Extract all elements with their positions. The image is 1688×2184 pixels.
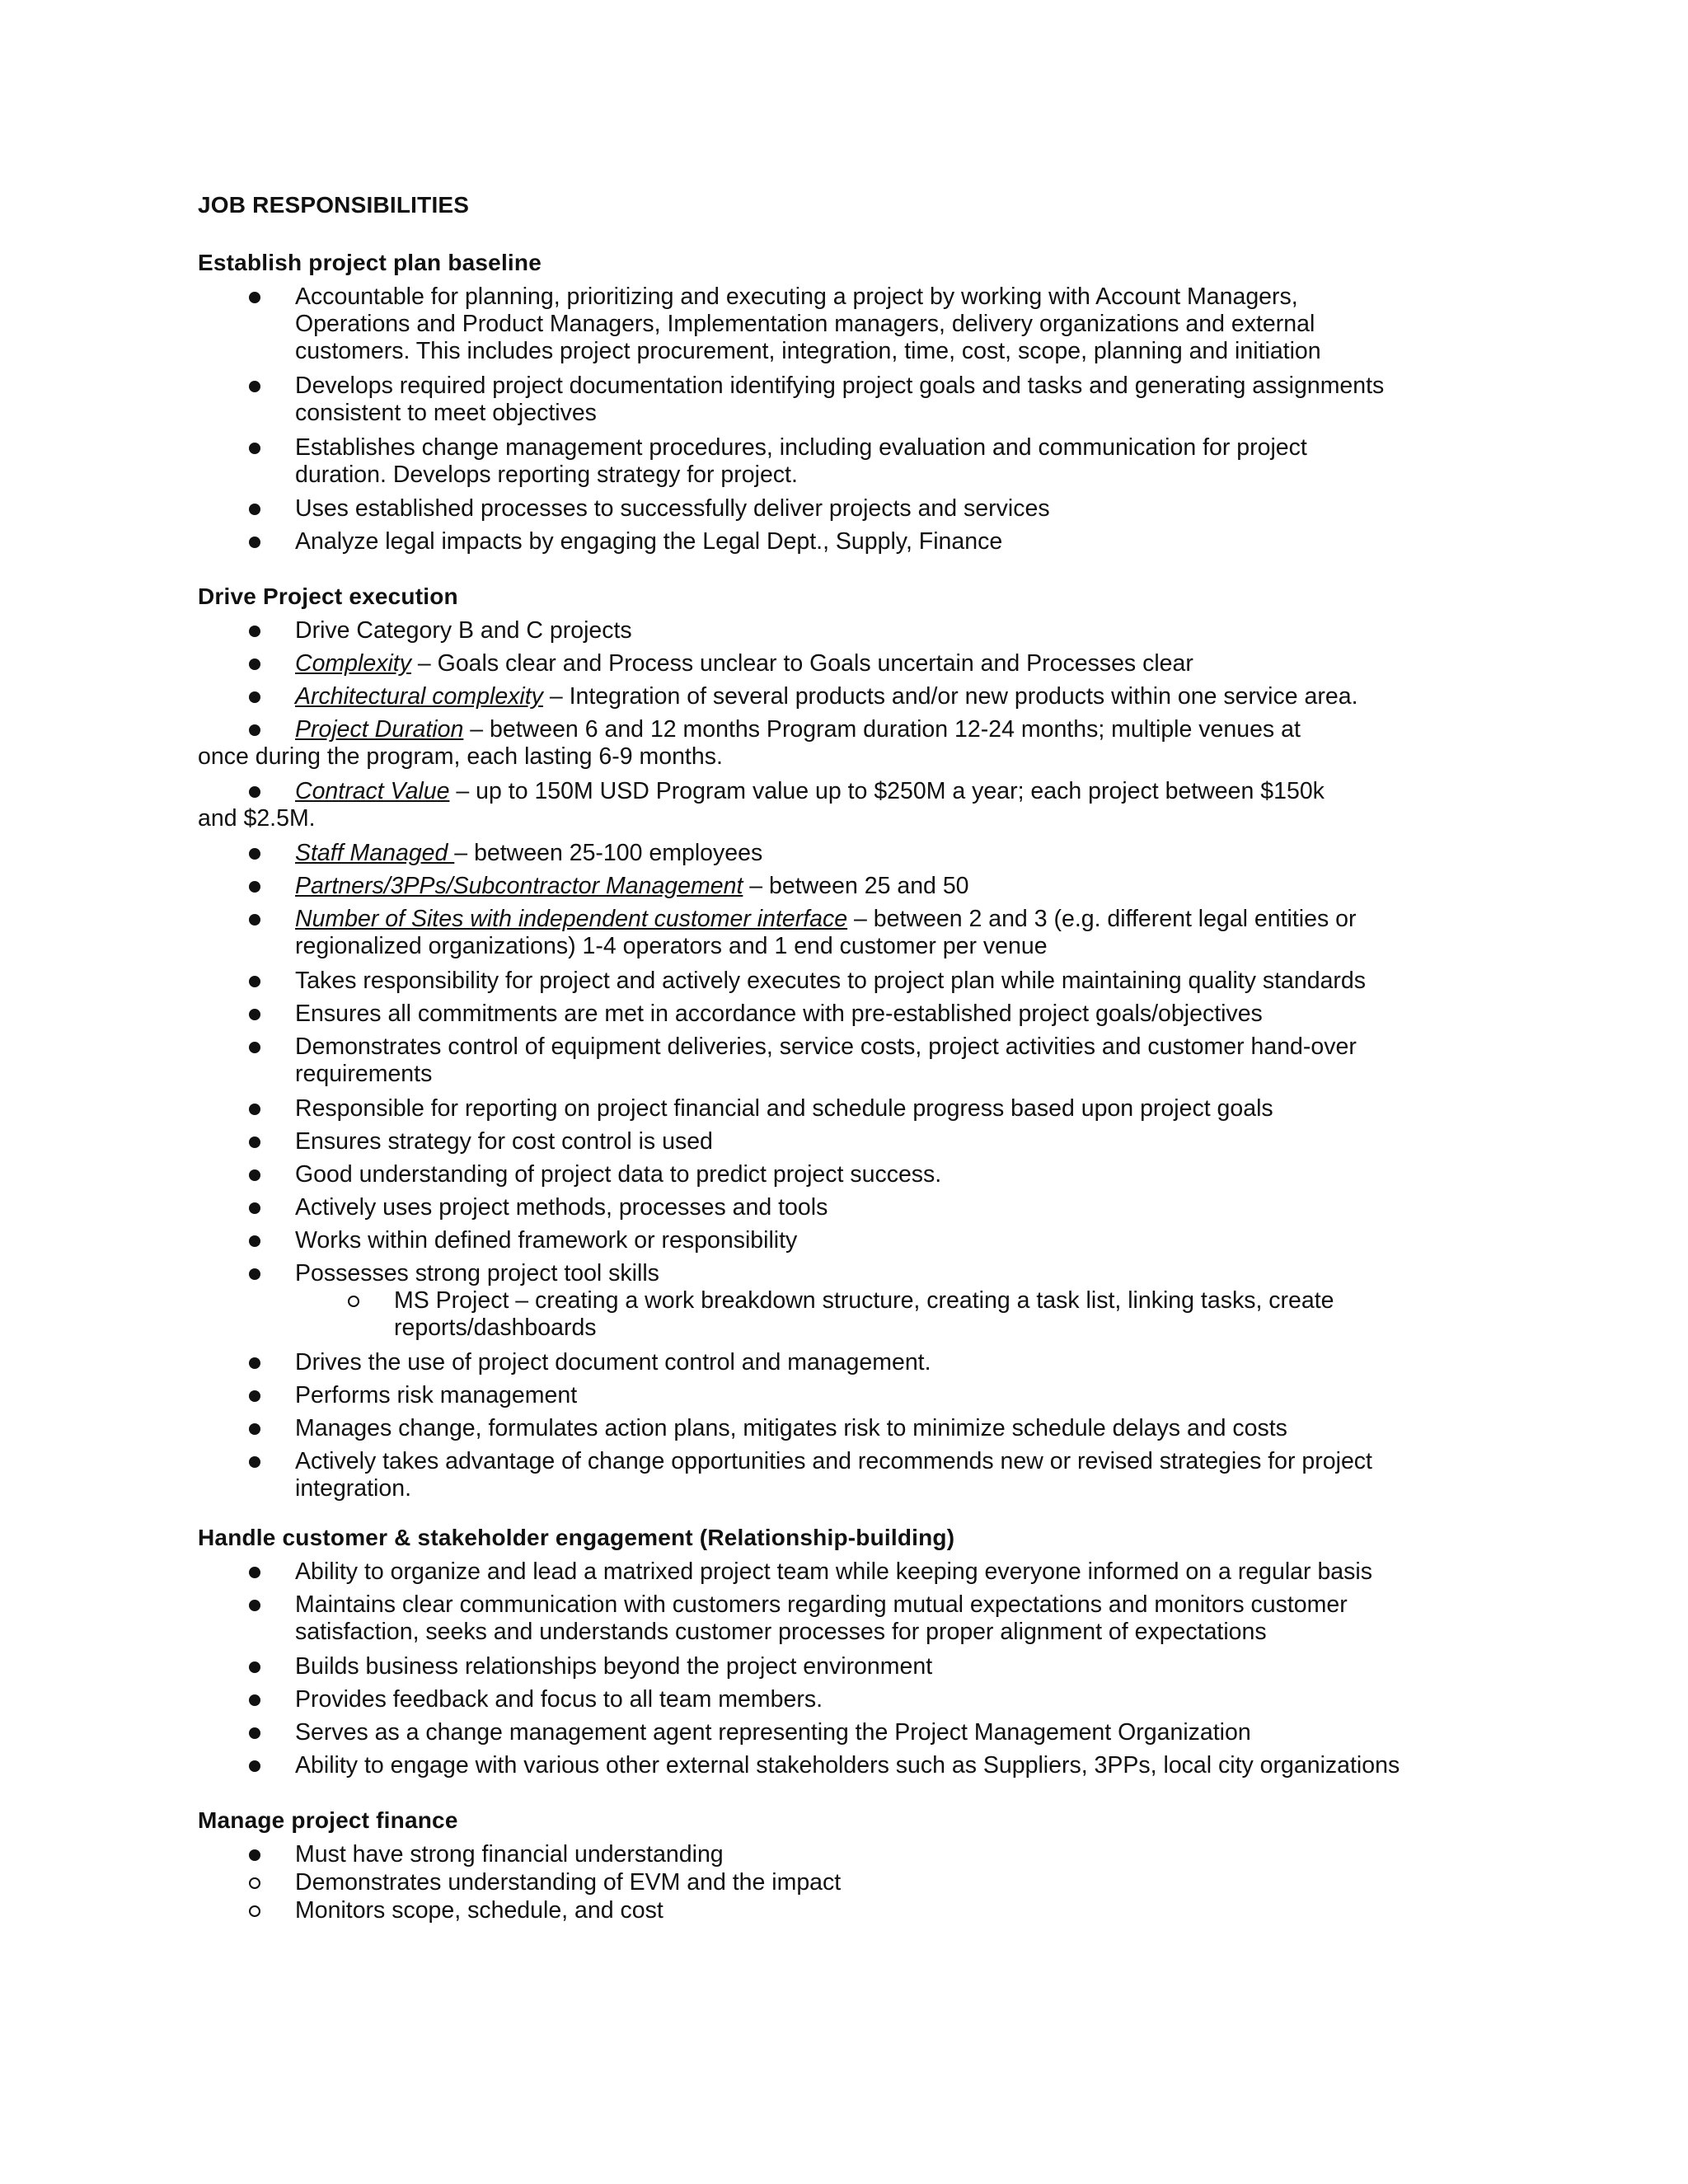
item-text-line: Good understanding of project data to predict project success. (295, 1161, 942, 1188)
item-text-line: Establishes change management procedures, including evaluation and communication for project (295, 434, 1307, 461)
bullet-icon (249, 658, 260, 670)
bullet-icon (249, 626, 260, 637)
bullet-icon (249, 1169, 260, 1181)
item-label: Contract Value (295, 778, 450, 804)
bullet-icon (249, 691, 260, 703)
item-text-line: reports/dashboards (394, 1315, 597, 1341)
bullet-icon (249, 1727, 260, 1739)
item-label: Architectural complexity (295, 683, 543, 710)
bullet-icon (249, 1009, 260, 1020)
bullet-icon (249, 1600, 260, 1611)
bullet-icon (249, 724, 260, 736)
bullet-icon (249, 1694, 260, 1706)
item-text-line: Drives the use of project document control and management. (295, 1349, 931, 1376)
item-text: – Goals clear and Process unclear to Goals uncertain and Processes clear (410, 650, 1193, 677)
item-text: – between 6 and 12 months Program duration 12-24 months; multiple venues at (463, 716, 1301, 743)
document-title: JOB RESPONSIBILITIES (198, 192, 470, 218)
bullet-icon (249, 881, 260, 893)
bullet-icon (249, 976, 260, 987)
item-text-line: customers. This includes project procurement, integration, time, cost, scope, planning and initiation (295, 338, 1321, 364)
item-text-line: Uses established processes to successfully deliver projects and services (295, 495, 1050, 522)
item-label: Staff Managed (295, 840, 455, 866)
section-heading-stakeholder-engagement: Handle customer & stakeholder engagement (Relationship-building) (198, 1525, 955, 1550)
bullet-icon (249, 914, 260, 926)
item-text-line: satisfaction, seeks and understands customer processes for proper alignment of expectations (295, 1619, 1267, 1645)
item-text: – between 25 and 50 (743, 873, 969, 899)
section-heading-project-finance: Manage project finance (198, 1807, 458, 1833)
item-text-line: Works within defined framework or responsibility (295, 1227, 798, 1254)
item-text-line: Analyze legal impacts by engaging the Legal Dept., Supply, Finance (295, 528, 1003, 555)
bullet-icon (249, 1137, 260, 1148)
item-text-line: Ability to organize and lead a matrixed project team while keeping everyone informed on a regular basis (295, 1558, 1372, 1585)
bullet-icon (249, 1661, 260, 1673)
item-text-line: Accountable for planning, prioritizing and executing a project by working with Account Managers, (295, 284, 1298, 310)
item-text-line: requirements (295, 1061, 433, 1087)
bullet-icon (249, 1423, 260, 1435)
bullet-icon (249, 1456, 260, 1468)
item-text-line: consistent to meet objectives (295, 400, 597, 426)
hollow-bullet-icon (249, 1877, 260, 1889)
item-text-line: Responsible for reporting on project financial and schedule progress based upon project goals (295, 1095, 1273, 1122)
item-text-line: Maintains clear communication with customers regarding mutual expectations and monitors customer (295, 1591, 1348, 1618)
item-text-line: duration. Develops reporting strategy for project. (295, 462, 798, 488)
bullet-icon (249, 1235, 260, 1247)
item-text-line: Operations and Product Managers, Implementation managers, delivery organizations and external (295, 311, 1315, 337)
item-text-line: Actively uses project methods, processes and tools (295, 1194, 828, 1221)
item-label: Complexity (295, 650, 411, 677)
item-text-line: Drive Category B and C projects (295, 617, 632, 644)
item-text-line: Builds business relationships beyond the project environment (295, 1653, 933, 1680)
item-text-line: Monitors scope, schedule, and cost (295, 1897, 663, 1924)
item-text: – between 2 and 3 (e.g. different legal entities or (847, 906, 1357, 932)
bullet-icon (249, 786, 260, 798)
item-text: – Integration of several products and/or new products within one service area. (542, 683, 1358, 710)
item-text-line: Actively takes advantage of change opportunities and recommends new or revised strategies for project (295, 1448, 1372, 1474)
item-text-line: and $2.5M. (198, 805, 316, 832)
item-text-line: Develops required project documentation identifying project goals and tasks and generating assignments (295, 373, 1385, 399)
section-heading-project-execution: Drive Project execution (198, 583, 458, 609)
item-text-line: Takes responsibility for project and actively executes to project plan while maintaining quality standards (295, 968, 1367, 994)
bullet-icon (249, 1390, 260, 1402)
item-text-line: Provides feedback and focus to all team members. (295, 1686, 823, 1713)
bullet-icon (249, 1202, 260, 1214)
bullet-icon (249, 848, 260, 860)
item-text-line: integration. (295, 1475, 412, 1502)
item-text-line: Demonstrates understanding of EVM and the impact (295, 1869, 842, 1896)
hollow-bullet-icon (348, 1296, 359, 1307)
item-text-line: Must have strong financial understanding (295, 1841, 724, 1868)
item-label: Partners/3PPs/Subcontractor Management (295, 873, 743, 899)
item-text-line: once during the program, each lasting 6-9 months. (198, 743, 723, 770)
bullet-icon (249, 292, 260, 303)
item-text-line: Ensures strategy for cost control is used (295, 1128, 713, 1155)
item-text-line: Manages change, formulates action plans, mitigates risk to minimize schedule delays and costs (295, 1415, 1287, 1441)
bullet-icon (249, 504, 260, 515)
item-text: – between 25-100 employees (454, 840, 763, 866)
item-text-line: Possesses strong project tool skills (295, 1260, 659, 1286)
bullet-icon (249, 537, 260, 548)
bullet-icon (249, 1567, 260, 1578)
bullet-icon (249, 1104, 260, 1115)
item-text-line: MS Project – creating a work breakdown structure, creating a task list, linking tasks, create (394, 1287, 1334, 1314)
bullet-icon (249, 443, 260, 454)
item-label: Project Duration (295, 716, 464, 743)
bullet-icon (249, 1760, 260, 1772)
item-text-line: regionalized organizations) 1-4 operators and 1 end customer per venue (295, 933, 1048, 959)
item-text-line: Performs risk management (295, 1382, 578, 1408)
bullet-icon (249, 381, 260, 392)
bullet-icon (249, 1357, 260, 1369)
bullet-icon (249, 1268, 260, 1280)
item-text-line: Ability to engage with various other external stakeholders such as Suppliers, 3PPs, local city organizations (295, 1752, 1400, 1779)
item-text-line: Ensures all commitments are met in accordance with pre-established project goals/objectives (295, 1001, 1263, 1027)
bullet-icon (249, 1042, 260, 1053)
hollow-bullet-icon (249, 1905, 260, 1917)
item-text-line: Demonstrates control of equipment deliveries, service costs, project activities and customer hand-over (295, 1033, 1357, 1060)
section-heading-plan-baseline: Establish project plan baseline (198, 250, 542, 275)
item-text: – up to 150M USD Program value up to $250M a year; each project between $150k (449, 778, 1325, 804)
item-label: Number of Sites with independent customer interface (295, 906, 848, 932)
bullet-icon (249, 1849, 260, 1861)
item-text-line: Serves as a change management agent representing the Project Management Organization (295, 1719, 1251, 1746)
